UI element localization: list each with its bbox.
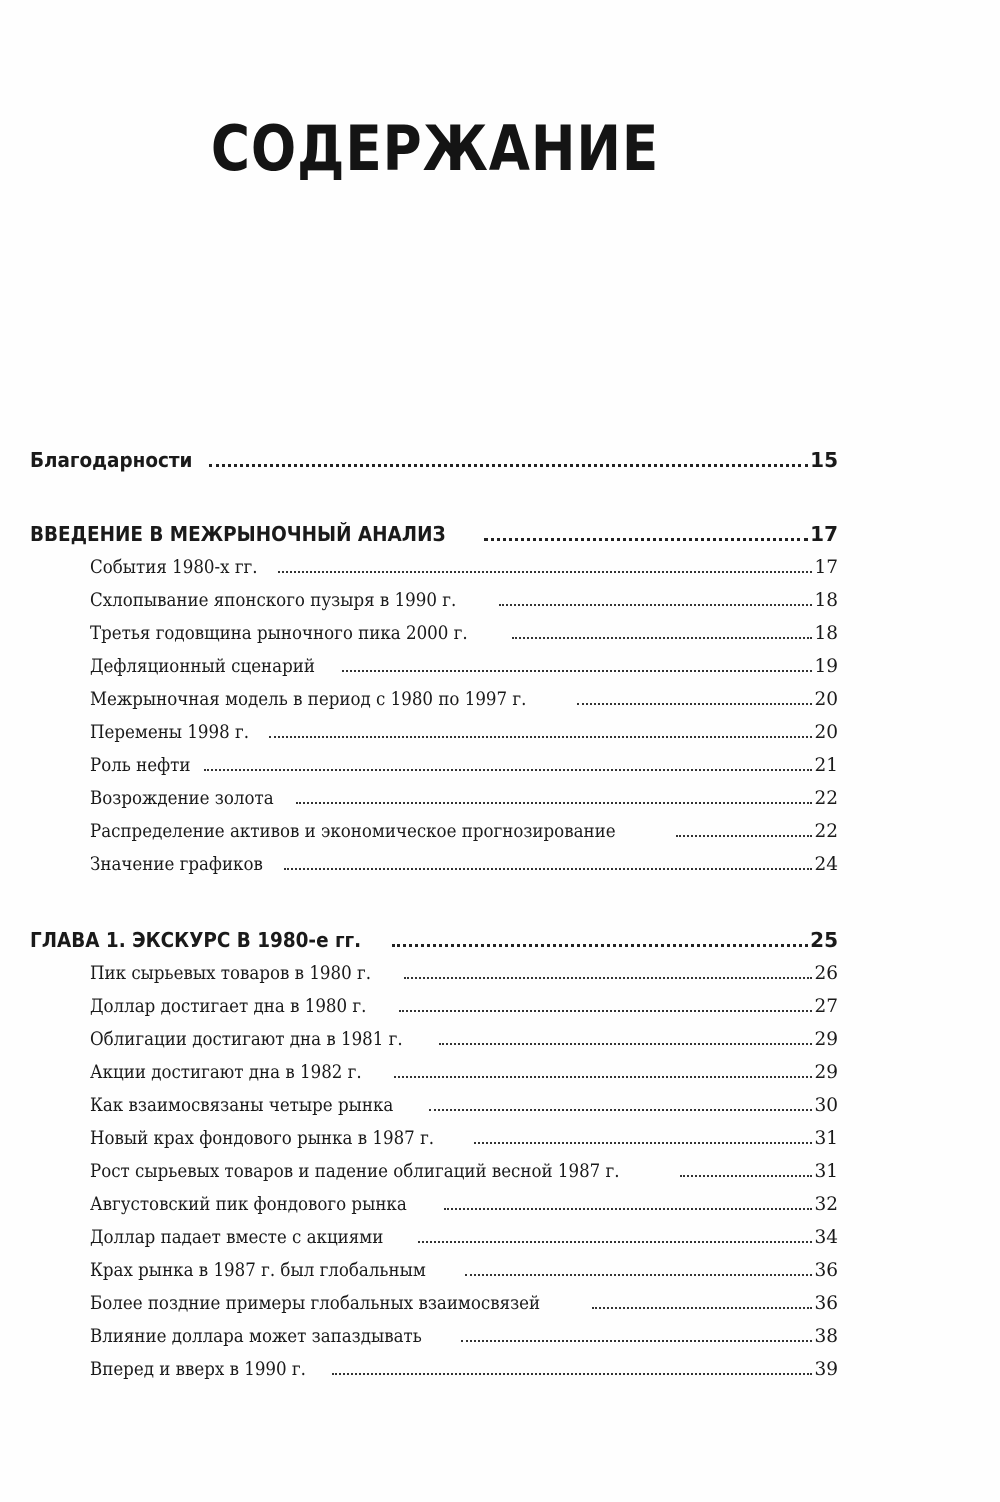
toc-entry[interactable] — [90, 623, 838, 644]
toc-entry-label: События 1980-х гг. — [90, 557, 258, 578]
toc-entry-page: 24 — [814, 854, 838, 875]
toc-entry-page: 20 — [814, 722, 838, 743]
dot-leader — [592, 1307, 812, 1309]
toc-entry-page: 39 — [814, 1359, 838, 1380]
toc-entry-label: Акции достигают дна в 1982 г. — [90, 1062, 362, 1083]
dot-leader — [296, 802, 812, 804]
dot-leader — [577, 703, 813, 705]
toc-entry-page: 17 — [814, 557, 838, 578]
toc-entry-page: 34 — [814, 1227, 838, 1248]
toc-entry-page: 29 — [814, 1062, 838, 1083]
toc-entry-page: 22 — [814, 788, 838, 809]
toc-entry[interactable] — [90, 1293, 838, 1314]
toc-entry-label: Доллар достигает дна в 1980 г. — [90, 996, 367, 1017]
toc-entry-page: 31 — [814, 1161, 838, 1182]
toc-entry[interactable] — [90, 755, 838, 776]
toc-entry-page: 17 — [810, 522, 838, 546]
dot-leader — [465, 1274, 812, 1276]
toc-entry[interactable] — [90, 1326, 838, 1347]
toc-entry-label: Облигации достигают дна в 1981 г. — [90, 1029, 403, 1050]
toc-entry[interactable] — [90, 590, 838, 611]
toc-entry-label: Пик сырьевых товаров в 1980 г. — [90, 963, 372, 984]
page-title: СОДЕРЖАНИЕ — [210, 112, 660, 185]
toc-entry-page: 29 — [814, 1029, 838, 1050]
toc-entry[interactable] — [90, 656, 838, 677]
dot-leader — [474, 1142, 812, 1144]
toc-entry-acknowledgements[interactable] — [30, 448, 838, 472]
toc-entry[interactable] — [90, 1128, 838, 1149]
toc-entry-label: Роль нефти — [90, 755, 191, 776]
toc-entry[interactable] — [90, 1359, 838, 1380]
toc-entry-label: Как взаимосвязаны четыре рынка — [90, 1095, 394, 1116]
dot-leader — [284, 868, 812, 870]
toc-entry-page: 18 — [814, 623, 838, 644]
toc-entry-page: 32 — [814, 1194, 838, 1215]
toc-entry-label: Перемены 1998 г. — [90, 722, 250, 743]
toc-entry[interactable] — [90, 1194, 838, 1215]
toc-entry[interactable] — [90, 854, 838, 875]
dot-leader — [269, 736, 813, 738]
toc-entry[interactable] — [90, 1095, 838, 1116]
dot-leader — [404, 977, 812, 979]
toc-entry-label: Дефляционный сценарий — [90, 656, 315, 677]
toc-entry-page: 20 — [814, 689, 838, 710]
toc-entry-label: Влияние доллара может запаздывать — [90, 1326, 422, 1347]
toc-entry[interactable] — [90, 722, 838, 743]
dot-leader — [439, 1043, 812, 1045]
toc-entry-label: Более поздние примеры глобальных взаимосвязей — [90, 1293, 541, 1314]
toc-entry-page: 25 — [810, 928, 838, 952]
dot-leader — [418, 1241, 813, 1243]
toc-entry-label: Августовский пик фондового рынка — [90, 1194, 407, 1215]
dot-leader — [676, 835, 813, 837]
toc-entry-page: 30 — [814, 1095, 838, 1116]
toc-entry[interactable] — [90, 996, 838, 1017]
toc-entry-page: 38 — [814, 1326, 838, 1347]
dot-leader — [484, 538, 808, 541]
toc-entry[interactable] — [90, 1062, 838, 1083]
toc-entry-label: Распределение активов и экономическое прогнозирование — [90, 821, 616, 842]
toc-entry-label: Третья годовщина рыночного пика 2000 г. — [90, 623, 468, 644]
dot-leader — [392, 944, 808, 947]
toc-entry[interactable] — [90, 1161, 838, 1182]
toc-entry-page: 22 — [814, 821, 838, 842]
toc-entry-label: ГЛАВА 1. ЭКСКУРС В 1980-е гг. — [30, 928, 362, 952]
toc-entry-page: 18 — [814, 590, 838, 611]
dot-leader — [444, 1208, 813, 1210]
toc-entry-label: Возрождение золота — [90, 788, 274, 809]
dot-leader — [332, 1373, 813, 1375]
toc-entry-page: 36 — [814, 1260, 838, 1281]
toc-entry-page: 19 — [814, 656, 838, 677]
dot-leader — [461, 1340, 813, 1342]
toc-entry[interactable] — [90, 1227, 838, 1248]
toc-entry[interactable] — [90, 557, 838, 578]
toc-entry-label: Межрыночная модель в период с 1980 по 1997 г. — [90, 689, 527, 710]
toc-entry-label: Рост сырьевых товаров и падение облигаций весной 1987 г. — [90, 1161, 620, 1182]
dot-leader — [209, 464, 809, 467]
toc-entry-page: 15 — [810, 448, 838, 472]
toc-entry[interactable] — [90, 821, 838, 842]
dot-leader — [399, 1010, 812, 1012]
dot-leader — [429, 1109, 812, 1111]
toc-entry[interactable] — [90, 1029, 838, 1050]
dot-leader — [499, 604, 812, 606]
toc-entry[interactable] — [90, 689, 838, 710]
toc-entry[interactable] — [90, 963, 838, 984]
toc-entry-page: 36 — [814, 1293, 838, 1314]
toc-entry-page: 21 — [814, 755, 838, 776]
toc-section-chapter-1[interactable] — [30, 928, 838, 952]
dot-leader — [512, 637, 813, 639]
toc-entry-page: 27 — [814, 996, 838, 1017]
toc-entry-page: 26 — [814, 963, 838, 984]
dot-leader — [204, 769, 813, 771]
toc-entry-label: Новый крах фондового рынка в 1987 г. — [90, 1128, 435, 1149]
toc-entry-label: Значение графиков — [90, 854, 263, 875]
dot-leader — [278, 571, 812, 573]
toc-entry-page: 31 — [814, 1128, 838, 1149]
toc-entry-label: Вперед и вверх в 1990 г. — [90, 1359, 306, 1380]
toc-entry-label: Доллар падает вместе с акциями — [90, 1227, 384, 1248]
toc-entry-label: Схлопывание японского пузыря в 1990 г. — [90, 590, 457, 611]
toc-entry-label: ВВЕДЕНИЕ В МЕЖРЫНОЧНЫЙ АНАЛИЗ — [30, 522, 446, 546]
toc-entry[interactable] — [90, 1260, 838, 1281]
toc-entry-label: Крах рынка в 1987 г. был глобальным — [90, 1260, 426, 1281]
dot-leader — [680, 1175, 812, 1177]
toc-entry-label: Благодарности — [30, 448, 193, 472]
toc-entry[interactable] — [90, 788, 838, 809]
dot-leader — [342, 670, 813, 672]
dot-leader — [394, 1076, 813, 1078]
toc-section-introduction[interactable] — [30, 522, 838, 546]
